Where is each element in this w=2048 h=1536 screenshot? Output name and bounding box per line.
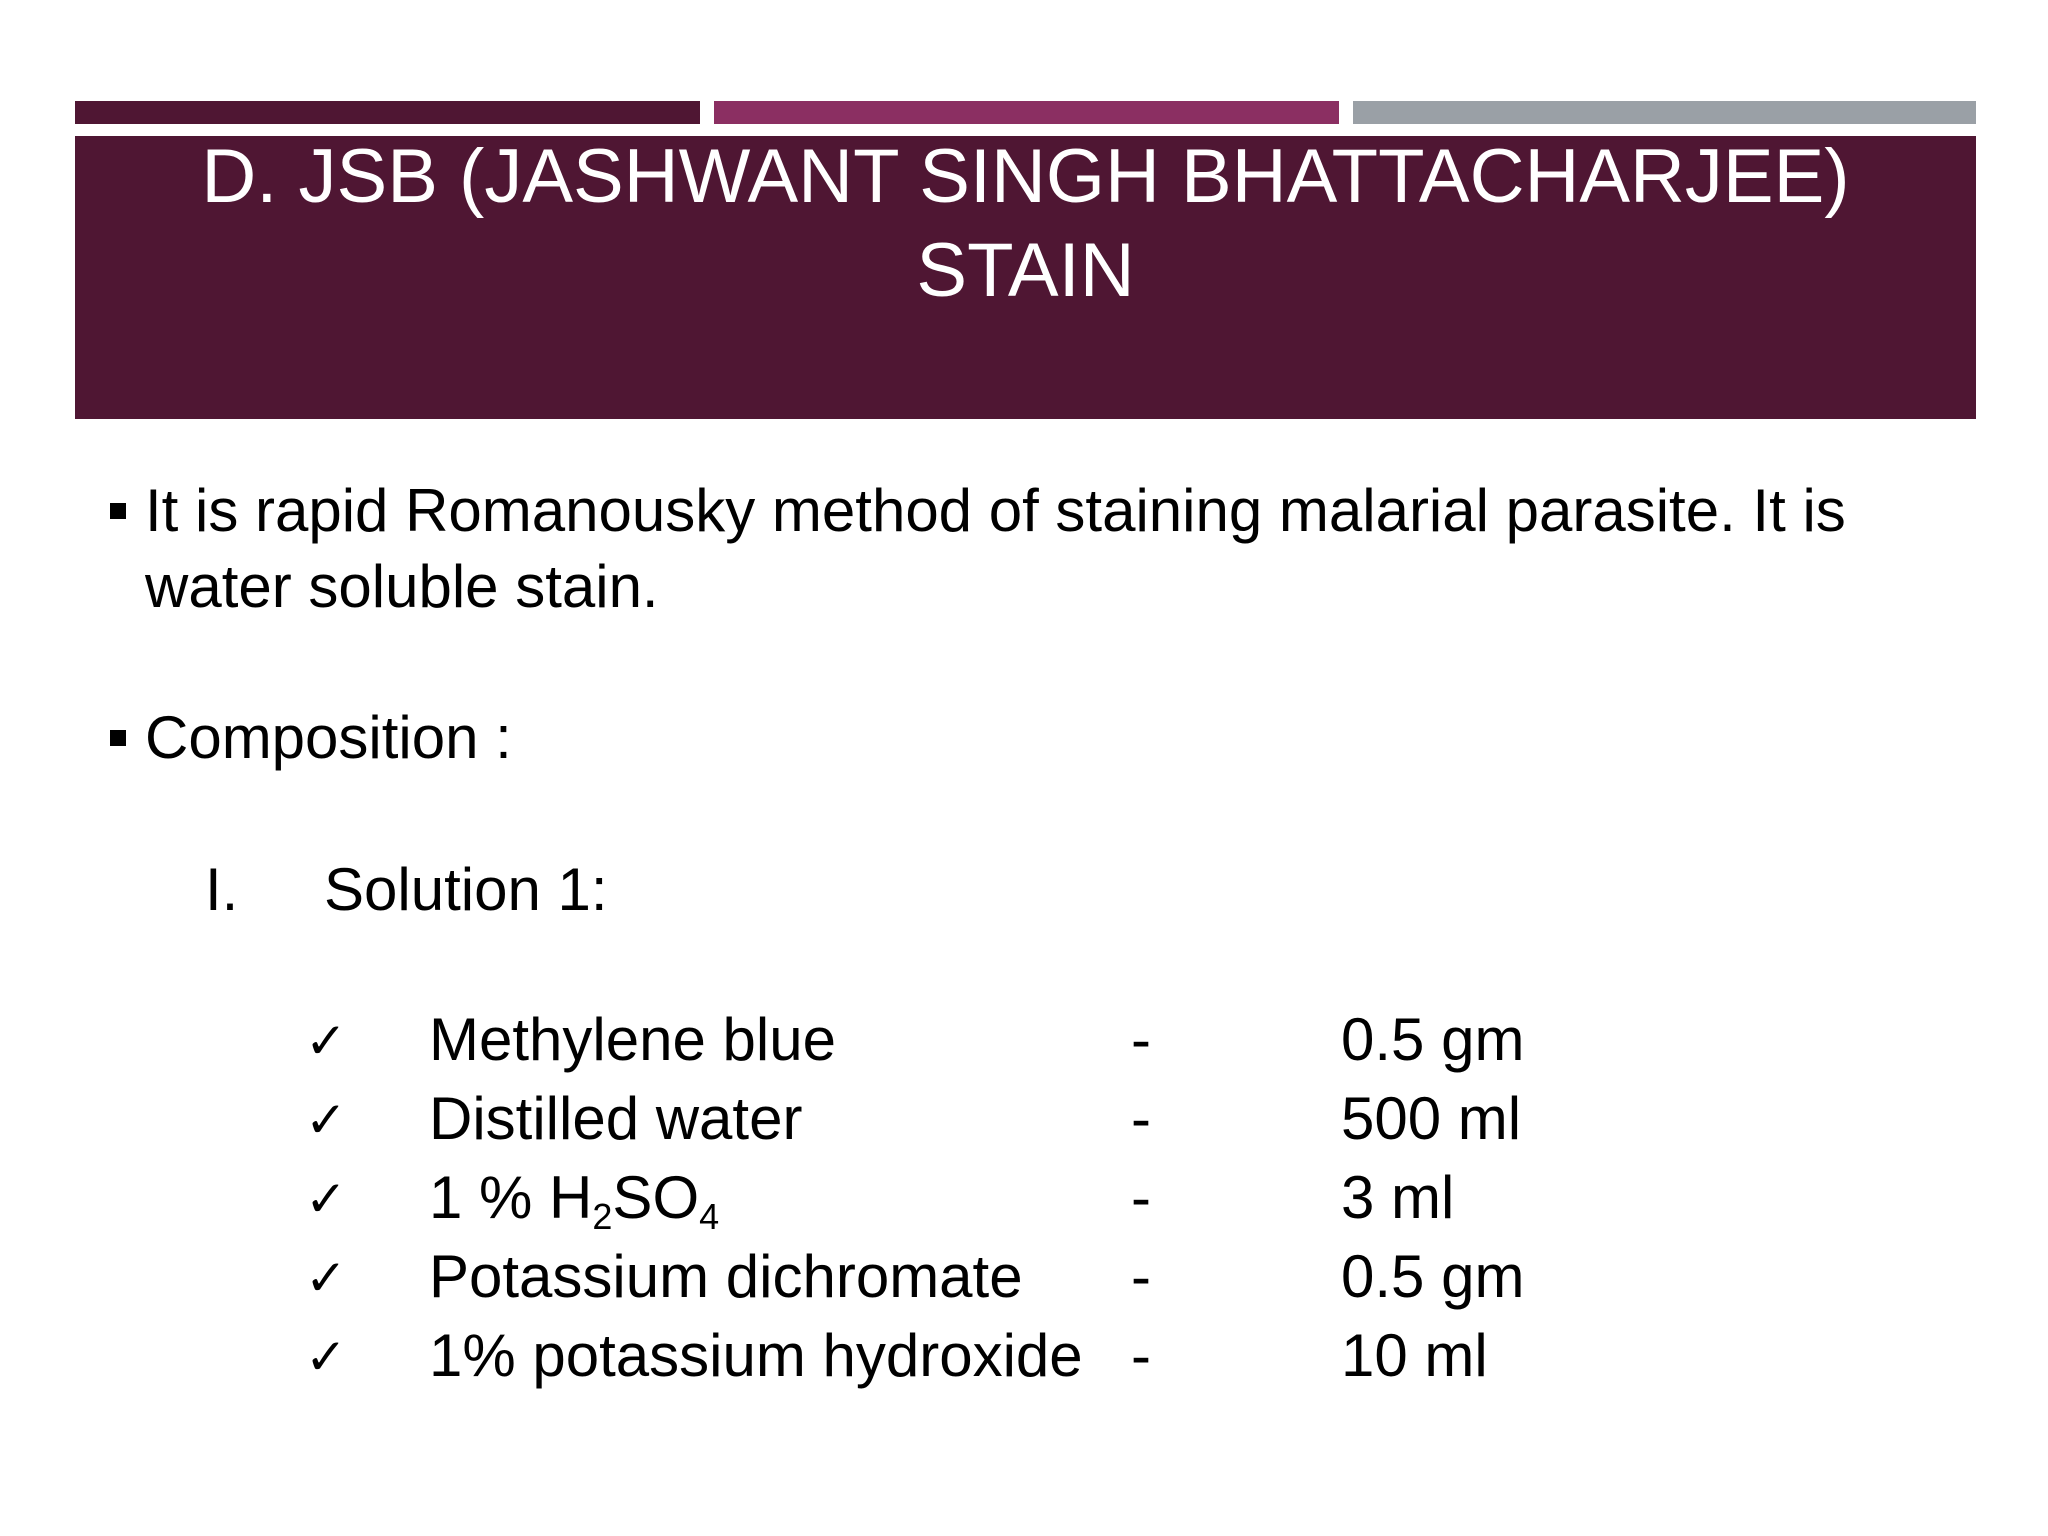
checkmark-icon: ✓ <box>305 1012 347 1070</box>
separator-dash: - <box>1131 1322 1151 1389</box>
ingredient-name <box>429 1158 1131 1237</box>
ingredient-name: Potassium dichromate <box>429 1243 1023 1310</box>
separator-dash: - <box>1131 1164 1151 1231</box>
ingredient-name: Distilled water <box>429 1085 803 1152</box>
ingredient-name: Methylene blue <box>429 1006 836 1073</box>
bullet-text: Composition : <box>145 704 512 771</box>
separator-dash: - <box>1131 1085 1151 1152</box>
checkmark-icon: ✓ <box>305 1249 347 1307</box>
formula-subscript: 2 <box>592 1195 613 1237</box>
solution-number: I. <box>205 856 239 923</box>
ingredient-amount: 3 ml <box>1341 1164 1455 1231</box>
slide-title-line-1: D. JSB (JASHWANT SINGH BHATTACHARJEE) <box>201 134 1850 219</box>
slide-title-line-2: STAIN <box>916 228 1135 313</box>
square-bullet-icon <box>110 730 126 746</box>
checkmark-icon: ✓ <box>305 1328 347 1386</box>
composition-row <box>305 1316 1741 1395</box>
square-bullet-icon <box>110 503 126 519</box>
ingredient-amount: 0.5 gm <box>1341 1006 1525 1073</box>
solution-label: Solution 1: <box>324 856 608 923</box>
checkmark-icon: ✓ <box>305 1170 347 1228</box>
formula-subscript: 4 <box>699 1195 720 1237</box>
slide-title <box>75 130 1976 318</box>
bullet-text: It is rapid Romanousky method of staining malarial parasite. It is water soluble stain. <box>145 477 1846 620</box>
composition-row <box>305 1237 1741 1316</box>
composition-row <box>305 1158 1741 1237</box>
composition-row <box>305 1000 1741 1079</box>
formula-prefix: 1 % H <box>429 1164 593 1231</box>
composition-table <box>305 1000 1741 1395</box>
ingredient-name: 1% potassium hydroxide <box>429 1322 1083 1389</box>
composition-row <box>305 1079 1741 1158</box>
checkmark-icon: ✓ <box>305 1091 347 1149</box>
accent-bar-gray <box>1353 101 1976 124</box>
separator-dash: - <box>1131 1006 1151 1073</box>
separator-dash: - <box>1131 1243 1151 1310</box>
ingredient-amount: 10 ml <box>1341 1322 1488 1389</box>
accent-bar-dark <box>75 101 700 124</box>
ingredient-amount: 500 ml <box>1341 1085 1522 1152</box>
formula-middle: SO <box>612 1164 700 1231</box>
ingredient-amount: 0.5 gm <box>1341 1243 1525 1310</box>
accent-bar-magenta <box>714 101 1339 124</box>
